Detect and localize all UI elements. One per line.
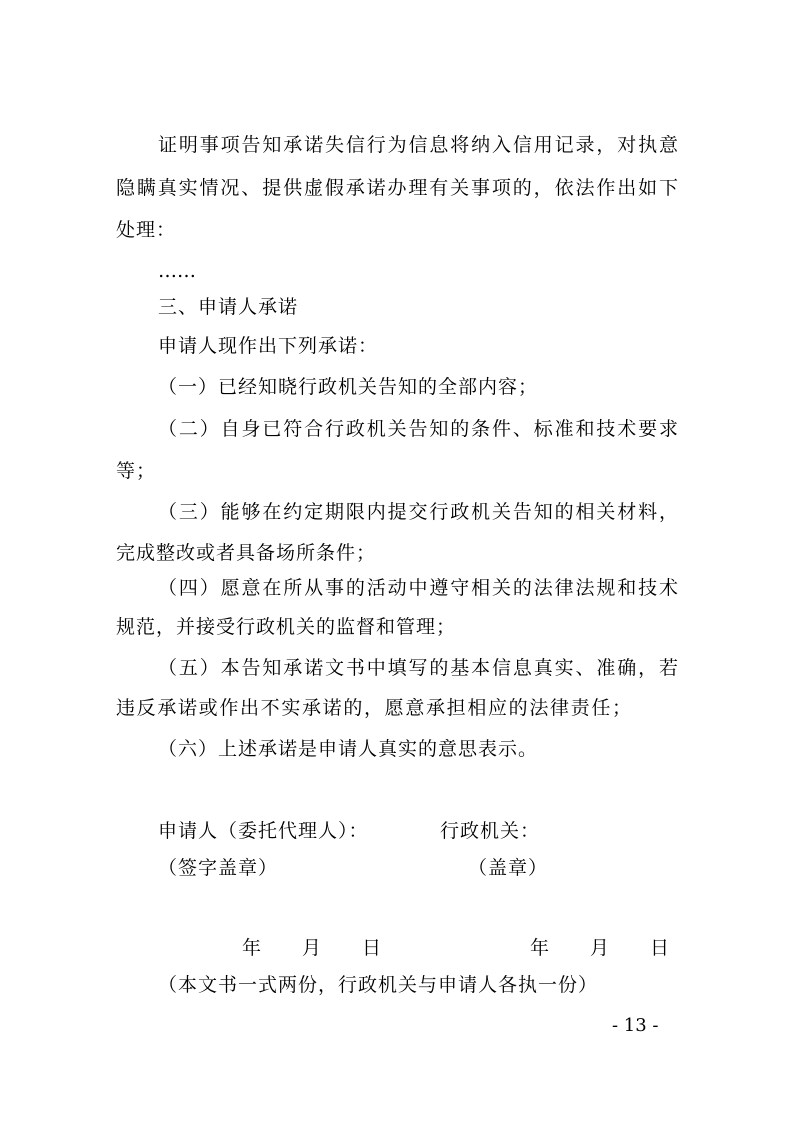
commitment-item-6: （六）上述承诺是申请人真实的意思表示。 [158,738,539,760]
intro-line-2: 隐瞒真实情况、提供虚假承诺办理有关事项的，依法作出如下 [116,177,679,199]
commitment-item-5-line-1: （五）本告知承诺文书中填写的基本信息真实、准确，若 [158,657,679,679]
authority-seal-note: （盖章） [468,857,549,879]
applicant-date: 年 月 日 [242,937,383,959]
commitment-item-3-line-1: （三）能够在约定期限内提交行政机关告知的相关材料， [158,501,679,523]
commitment-item-4-line-2: 规范，并接受行政机关的监督和管理； [116,616,457,638]
authority-label: 行政机关： [440,820,541,842]
section-heading: 三、申请人承诺 [158,296,299,318]
commitment-item-3-line-2: 完成整改或者具备场所条件； [116,542,377,564]
authority-date: 年 月 日 [530,937,671,959]
page-number: - 13 - [612,1015,659,1036]
ellipsis: …… [158,260,196,282]
applicant-label: 申请人（委托代理人）： [158,820,369,842]
applicant-signature-note: （签字盖章） [158,857,279,879]
footnote: （本文书一式两份，行政机关与申请人各执一份） [158,974,599,996]
intro-line-1: 证明事项告知承诺失信行为信息将纳入信用记录，对执意 [158,134,679,156]
intro-line-3: 处理： [116,219,177,241]
commitment-item-5-line-2: 违反承诺或作出不实承诺的，愿意承担相应的法律责任； [116,697,632,719]
commitment-item-1: （一）已经知晓行政机关告知的全部内容； [158,376,539,398]
commitment-intro: 申请人现作出下列承诺： [158,335,379,357]
commitment-item-2-line-2: 等； [116,460,157,482]
commitment-item-4-line-1: （四）愿意在所从事的活动中遵守相关的法律法规和技术 [158,577,679,599]
commitment-item-2-line-1: （二）自身已符合行政机关告知的条件、标准和技术要求 [158,418,679,440]
